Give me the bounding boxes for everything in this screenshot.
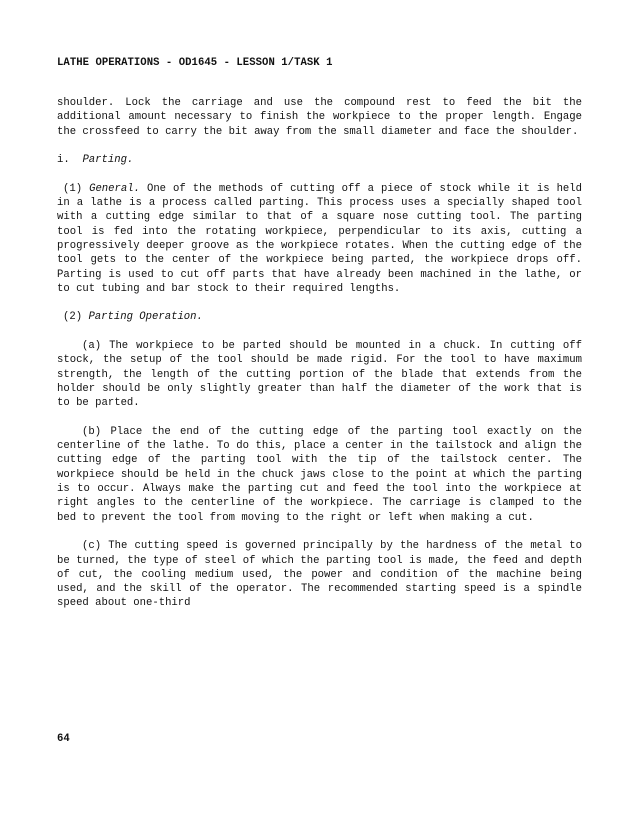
paragraph-shoulder: shoulder. Lock the carriage and use the compound rest to feed the bit the additional amount necessary to finish the workpiece to the proper length. Engage the crossfeed to carry the bit away from the small diameter and face the shoulder. bbox=[57, 97, 582, 138]
parting-operation-heading bbox=[57, 310, 582, 324]
paragraph-b: (b) Place the end of the cutting edge of the parting tool exactly on the centerline of the lathe. To do this, place a center in the tailstock and align the cutting edge of the parting tool with the tip of the tailstock center. The workpiece should be held in the chuck jaws close to the point at which the parting is to occur. Always make the parting cut and feed the tool into the workpiece at right angles to the centerline of the workpiece. The carriage is clamped to the bed to prevent the tool from moving to the right or left when making a cut. bbox=[57, 425, 582, 524]
page-body bbox=[57, 96, 582, 625]
paragraph-general-text: One of the methods of cutting off a piece of stock while it is held in a lathe is a process called parting. This process uses a specially shaped tool with a cutting edge similar to that of a square nose cutting tool. The parting tool is fed into the rotating workpiece, perpendicular to its axis, cutting a progressively deeper groove as the workpiece rotates. When the cutting edge of the tool gets to the center of the workpiece being parted, the workpiece drops off. Parting is used to cut off parts that have already been machined in the lathe, or to cut tubing and bar stock to their required lengths. bbox=[57, 182, 583, 295]
section-i-label: i. bbox=[57, 154, 83, 167]
paragraph-general bbox=[57, 182, 582, 296]
paragraph-general-label: (1) bbox=[63, 182, 90, 195]
parting-operation-label: (2) bbox=[63, 311, 89, 324]
paragraph-general-title: General. bbox=[89, 182, 140, 195]
section-i-heading bbox=[57, 153, 582, 167]
parting-operation-title: Parting Operation. bbox=[88, 311, 203, 324]
section-i-title: Parting. bbox=[82, 154, 134, 167]
paragraph-a: (a) The workpiece to be parted should be mounted in a chuck. In cutting off stock, the setup of the tool should be made rigid. For the tool to have maximum strength, the length of the cutting portion of the blade that extends from the holder should be only slightly greater than half the diameter of the work that is to be parted. bbox=[57, 340, 582, 410]
page-number: 64 bbox=[57, 733, 70, 745]
paragraph-c: (c) The cutting speed is governed principally by the hardness of the metal to be turned, the type of steel of which the parting tool is made, the feed and depth of cut, the cooling medium used, the power and condition of the machine being used, and the skill of the operator. The recommended starting speed is a spindle speed about one-third bbox=[57, 540, 582, 610]
page-header: LATHE OPERATIONS - OD1645 - LESSON 1/TASK 1 bbox=[57, 57, 333, 69]
